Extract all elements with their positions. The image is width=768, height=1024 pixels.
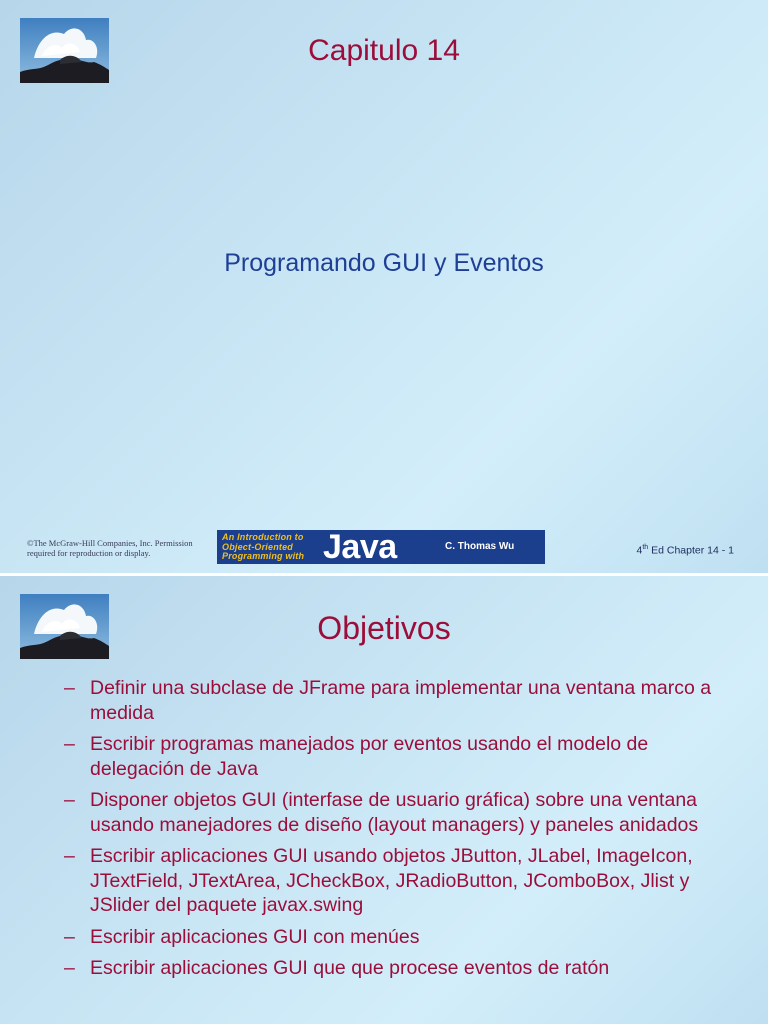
list-item [64,844,744,918]
banner-intro-line: Programming with [222,551,305,561]
chapter-edition-suffix: th [642,544,649,551]
objectives-slide [0,576,768,1024]
objective-text: Definir una subclase de JFrame para implementar una ventana marco a medida [90,677,712,724]
chapter-text: Ed Chapter 14 - 1 [648,544,734,557]
bullet-dash: – [64,677,75,699]
slide-subtitle: Programando GUI y Eventos [224,249,544,277]
copyright-line: required for reproduction or display. [27,548,151,558]
banner-intro-text [222,533,322,562]
objective-text: Escribir aplicaciones GUI usando objetos JButton, JLabel, ImageIcon, JTextField, JTextArea, JCheckBox, JRadioButton, JComboBox, Jlist y JSlider del paquete javax.swing [90,845,693,916]
banner-author: C. Thomas Wu [445,541,515,552]
objectives-list [64,676,744,988]
slide-title: Capitulo 14 [308,34,460,67]
slide-title: Objetivos [317,610,451,646]
bullet-dash: – [64,925,75,948]
banner-java-logo: Java [323,528,397,566]
bullet-dash: – [64,957,75,979]
copyright-notice [27,538,207,558]
list-item [64,925,744,950]
bullet-dash: – [64,789,75,811]
list-item [64,788,744,837]
list-item [64,676,744,725]
list-item [64,956,744,981]
chapter-edition-number: 4 [636,544,643,557]
bullet-dash: – [64,733,75,755]
objective-text: Disponer objetos GUI (interfase de usuario gráfica) sobre una ventana usando manejadores de diseño (layout managers) y paneles anidados [90,789,699,836]
bullet-dash: – [64,845,75,867]
banner-intro-line: An Introduction to [222,532,304,542]
banner-intro-line: Object-Oriented [222,541,294,552]
list-item [64,732,744,781]
objective-text: Escribir programas manejados por eventos usando el modelo de delegación de Java [90,733,649,780]
chapter-label [637,544,735,557]
objective-text: Escribir aplicaciones GUI con menúes [90,925,420,948]
objective-text: Escribir aplicaciones GUI que que procese eventos de ratón [90,957,610,979]
copyright-line: ©The McGraw-Hill Companies, Inc. Permission [27,538,193,548]
book-banner [217,530,545,564]
